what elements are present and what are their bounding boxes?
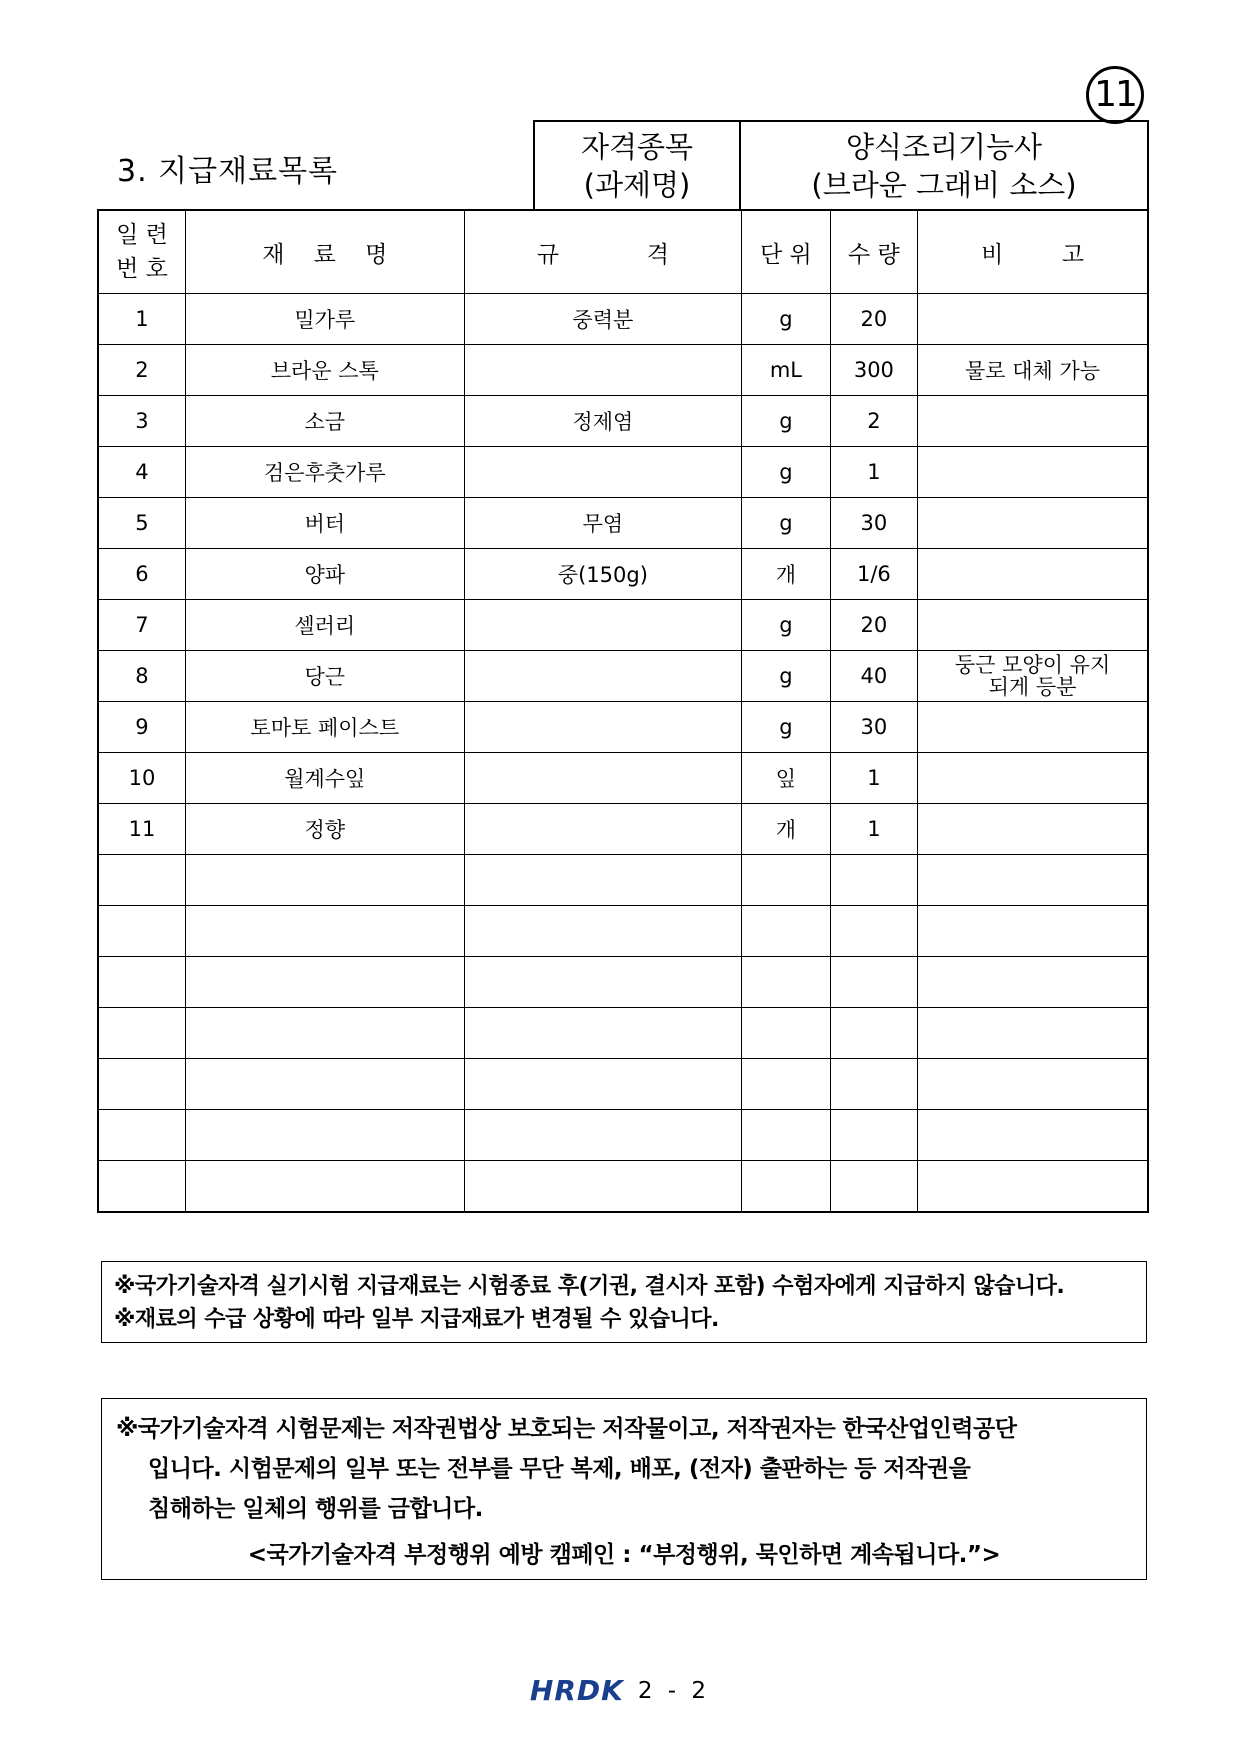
- cell-name: 셀러리: [185, 600, 464, 651]
- table-row-empty: [98, 1110, 1148, 1161]
- col-header-no: [98, 210, 185, 294]
- table-row-empty: [98, 957, 1148, 1008]
- cell-no: 6: [98, 549, 185, 600]
- cell-qty: 40: [830, 651, 917, 702]
- cell-spec: [464, 651, 742, 702]
- table-row-empty: [98, 1059, 1148, 1110]
- cell-name: 밀가루: [185, 294, 464, 345]
- cell-no: 7: [98, 600, 185, 651]
- cell-no: 11: [98, 804, 185, 855]
- cell-unit: g: [742, 396, 831, 447]
- cell-note: [918, 396, 1148, 447]
- cell-name: 브라운 스톡: [185, 345, 464, 396]
- cell-unit: g: [742, 651, 831, 702]
- cell-qty: 20: [830, 600, 917, 651]
- table-row-empty: [98, 906, 1148, 957]
- cell-qty: 30: [830, 498, 917, 549]
- cell-name: 소금: [185, 396, 464, 447]
- table-row: [98, 702, 1148, 753]
- qualification-value-box: [739, 120, 1149, 210]
- cell-no: 5: [98, 498, 185, 549]
- cell-qty: 20: [830, 294, 917, 345]
- cell-qty: 30: [830, 702, 917, 753]
- supply-notice-line2: ※재료의 수급 상황에 따라 일부 지급재료가 변경될 수 있습니다.: [114, 1307, 719, 1332]
- table-row: [98, 600, 1148, 651]
- qualification-value-line2: (브라운 그래비 소스): [811, 168, 1077, 202]
- cell-name: 정향: [185, 804, 464, 855]
- cell-qty: 1/6: [830, 549, 917, 600]
- cell-name: 토마토 페이스트: [185, 702, 464, 753]
- col-header-name: 재 료 명: [185, 210, 464, 294]
- section-title: 3. 지급재료목록: [117, 154, 339, 189]
- cell-spec: 중력분: [464, 294, 742, 345]
- cell-no: 3: [98, 396, 185, 447]
- cell-unit: 개: [742, 549, 831, 600]
- cell-unit: g: [742, 600, 831, 651]
- campaign-slogan: <국가기술자격 부정행위 예방 캠페인 : “부정행위, 묵인하면 계속됩니다.”>: [247, 1542, 1001, 1568]
- table-row-empty: [98, 855, 1148, 906]
- col-header-unit: 단 위: [742, 210, 831, 294]
- cell-note-line2: 되게 등분: [988, 675, 1077, 699]
- page-footer: [0, 1674, 1240, 1707]
- cell-note: [918, 600, 1148, 651]
- table-row: [98, 804, 1148, 855]
- cell-note: [918, 294, 1148, 345]
- qualification-label-box: [533, 120, 741, 210]
- cell-spec: [464, 804, 742, 855]
- table-row: [98, 447, 1148, 498]
- cell-note: [918, 549, 1148, 600]
- copyright-notice-line2: 입니다. 시험문제의 일부 또는 전부를 무단 복제, 배포, (전자) 출판하는 등 저작권을: [148, 1456, 971, 1482]
- table-row: [98, 753, 1148, 804]
- copyright-notice-line1: ※국가기술자격 시험문제는 저작권법상 보호되는 저작물이고, 저작권자는 한국산업인력공단: [116, 1416, 1017, 1442]
- supply-notice-line1: ※국가기술자격 실기시험 지급재료는 시험종료 후(기권, 결시자 포함) 수험자에게 지급하지 않습니다.: [114, 1274, 1065, 1299]
- table-row: [98, 345, 1148, 396]
- qualification-label-line2: (과제명): [583, 168, 691, 202]
- cell-name: 월계수잎: [185, 753, 464, 804]
- cell-spec: [464, 447, 742, 498]
- cell-qty: 1: [830, 753, 917, 804]
- cell-spec: [464, 600, 742, 651]
- cell-unit: mL: [742, 345, 831, 396]
- qualification-label-line1: 자격종목: [580, 130, 694, 164]
- table-row-empty: [98, 1008, 1148, 1059]
- cell-name: 버터: [185, 498, 464, 549]
- cell-note: 물로 대체 가능: [918, 345, 1148, 396]
- cell-note: [918, 447, 1148, 498]
- copyright-notice-box: [101, 1398, 1147, 1580]
- cell-qty: 2: [830, 396, 917, 447]
- cell-note-line1: 둥근 모양이 유지: [954, 653, 1111, 677]
- cell-note: [918, 753, 1148, 804]
- col-header-qty: 수 량: [830, 210, 917, 294]
- cell-unit: 개: [742, 804, 831, 855]
- table-row: [98, 498, 1148, 549]
- table-row: [98, 651, 1148, 702]
- page-marker-number: 11: [1094, 74, 1136, 115]
- cell-note: [918, 804, 1148, 855]
- cell-spec: [464, 702, 742, 753]
- cell-note: [918, 651, 1148, 702]
- cell-no: 8: [98, 651, 185, 702]
- cell-unit: g: [742, 702, 831, 753]
- table-row: [98, 294, 1148, 345]
- col-header-spec: 규 격: [464, 210, 742, 294]
- col-header-no-line1: 일 련: [116, 222, 168, 248]
- materials-table: [97, 209, 1149, 1213]
- table-row-empty: [98, 1161, 1148, 1213]
- cell-unit: 잎: [742, 753, 831, 804]
- cell-note: [918, 702, 1148, 753]
- cell-note: [918, 498, 1148, 549]
- qualification-value-line1: 양식조리기능사: [845, 130, 1043, 164]
- table-header-row: [98, 210, 1148, 294]
- hrdk-logo: HRDK: [529, 1674, 624, 1707]
- cell-no: 1: [98, 294, 185, 345]
- supply-notice-box: [101, 1261, 1147, 1343]
- cell-no: 9: [98, 702, 185, 753]
- cell-unit: g: [742, 447, 831, 498]
- cell-unit: g: [742, 294, 831, 345]
- col-header-note: 비 고: [918, 210, 1148, 294]
- cell-no: 10: [98, 753, 185, 804]
- cell-name: 검은후춧가루: [185, 447, 464, 498]
- cell-spec: [464, 345, 742, 396]
- copyright-notice-line3: 침해하는 일체의 행위를 금합니다.: [148, 1496, 483, 1522]
- page-number: 2 - 2: [637, 1677, 711, 1704]
- cell-qty: 1: [830, 804, 917, 855]
- cell-name: 당근: [185, 651, 464, 702]
- cell-spec: 중(150g): [464, 549, 742, 600]
- cell-qty: 300: [830, 345, 917, 396]
- cell-name: 양파: [185, 549, 464, 600]
- table-row: [98, 549, 1148, 600]
- cell-spec: [464, 753, 742, 804]
- cell-unit: g: [742, 498, 831, 549]
- cell-no: 2: [98, 345, 185, 396]
- page-marker-circle: [1086, 66, 1144, 124]
- col-header-no-line2: 번 호: [116, 256, 168, 282]
- cell-qty: 1: [830, 447, 917, 498]
- cell-spec: 정제염: [464, 396, 742, 447]
- table-row: [98, 396, 1148, 447]
- cell-no: 4: [98, 447, 185, 498]
- cell-spec: 무염: [464, 498, 742, 549]
